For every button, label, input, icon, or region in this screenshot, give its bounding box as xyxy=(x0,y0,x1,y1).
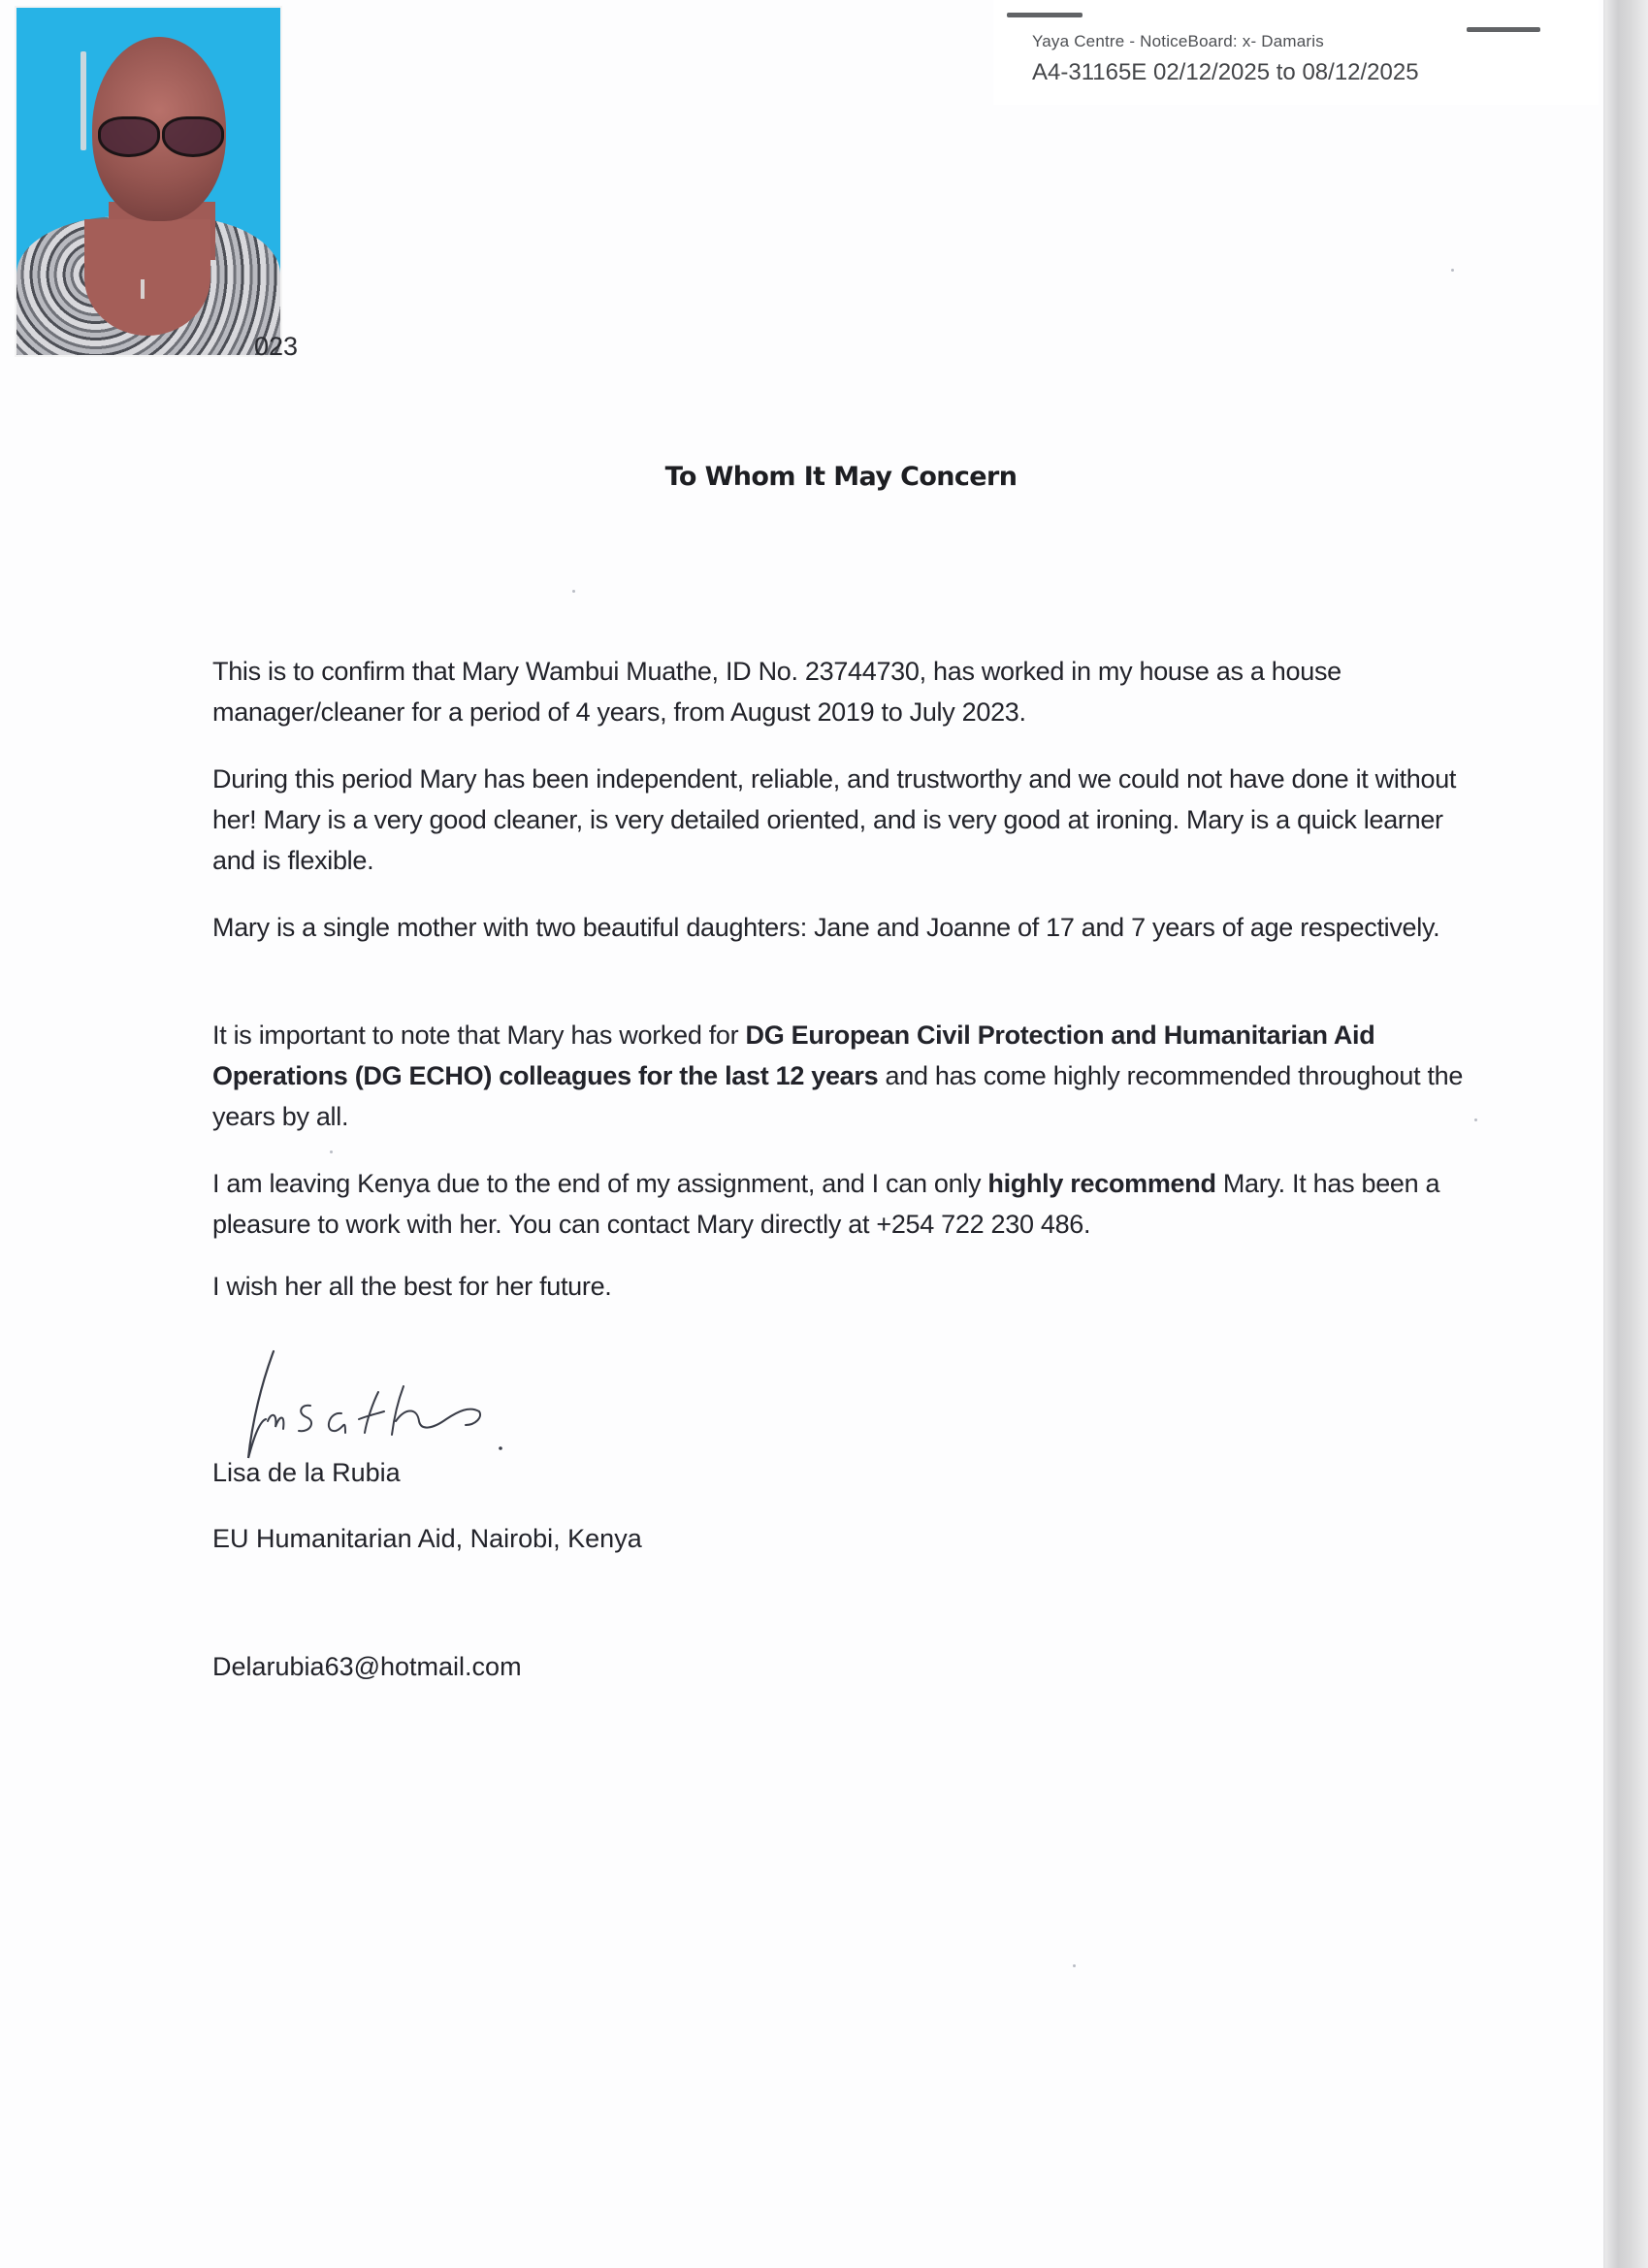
paragraph-dg-echo xyxy=(212,1015,1466,1137)
scan-speck xyxy=(572,590,575,593)
stamp-location-line: Yaya Centre - NoticeBoard: x- Damaris xyxy=(1032,32,1324,50)
paragraph-5-part1: I am leaving Kenya due to the end of my assignment, and I can only xyxy=(212,1169,988,1198)
letter-heading: To Whom It May Concern xyxy=(664,462,1018,492)
photo-glasses-left-lens xyxy=(98,116,160,157)
paragraph-4-text xyxy=(212,1015,1466,1137)
stamp-tape-mark-right xyxy=(1467,27,1540,32)
photo-chest xyxy=(84,219,210,336)
paragraph-family xyxy=(212,907,1466,948)
paragraph-3-text: Mary is a single mother with two beautiful daughters: Jane and Joanne of 17 and 7 years of age respectively. xyxy=(212,913,1440,942)
handwritten-signature xyxy=(233,1344,582,1465)
signatory-email: Delarubia63@hotmail.com xyxy=(212,1652,522,1681)
signatory-organization: EU Humanitarian Aid, Nairobi, Kenya xyxy=(212,1524,642,1553)
stamp-tape-mark-left xyxy=(1007,13,1083,17)
signatory-name: Lisa de la Rubia xyxy=(212,1458,401,1487)
paragraph-4-part2: and has come highly recommended throughout the years by all. xyxy=(212,1061,1464,1131)
paragraph-2-text: During this period Mary has been independent, reliable, and trustworthy and we could not have done it without her! Mary is a very good cleaner, is very detailed oriented, and is very good at ironing. Mary is a quick learner and is flexible. xyxy=(212,764,1457,875)
paragraph-closing xyxy=(212,1266,1466,1307)
paragraph-confirmation xyxy=(212,651,1466,732)
paragraph-qualities xyxy=(212,759,1466,881)
photo-necklace xyxy=(141,279,145,299)
scan-speck xyxy=(1474,1118,1477,1121)
photo-glasses-right-lens xyxy=(162,116,224,157)
scan-speck xyxy=(330,1150,333,1153)
letter-date-fragment: 023 xyxy=(254,332,299,361)
paragraph-4-bold: DG European Civil Protection and Humanitarian Aid Operations (DG ECHO) colleagues for the last 12 years xyxy=(212,1021,1375,1090)
paragraph-5-bold: highly recommend xyxy=(987,1169,1216,1198)
paragraph-5-text xyxy=(212,1163,1466,1245)
scan-paper-edge xyxy=(1605,0,1648,2268)
scan-speck xyxy=(1073,1964,1076,1967)
paragraph-4-part1: It is important to note that Mary has worked for xyxy=(212,1021,746,1050)
paragraph-5-part2: Mary. It has been a pleasure to work with her. You can contact Mary directly at +254 722 230 486. xyxy=(212,1169,1440,1239)
noticeboard-stamp xyxy=(993,0,1599,105)
paragraph-recommendation xyxy=(212,1163,1466,1245)
paragraph-6-text: I wish her all the best for her future. xyxy=(212,1272,612,1301)
photo-background-detail xyxy=(81,51,86,150)
scan-speck xyxy=(1451,269,1454,272)
paragraph-1-text: This is to confirm that Mary Wambui Muathe, ID No. 23744730, has worked in my house as a house manager/cleaner for a period of 4 years, from August 2019 to July 2023. xyxy=(212,657,1341,727)
stamp-reference-dates: A4-31165E 02/12/2025 to 08/12/2025 xyxy=(1032,59,1419,85)
passport-photo xyxy=(15,6,282,357)
